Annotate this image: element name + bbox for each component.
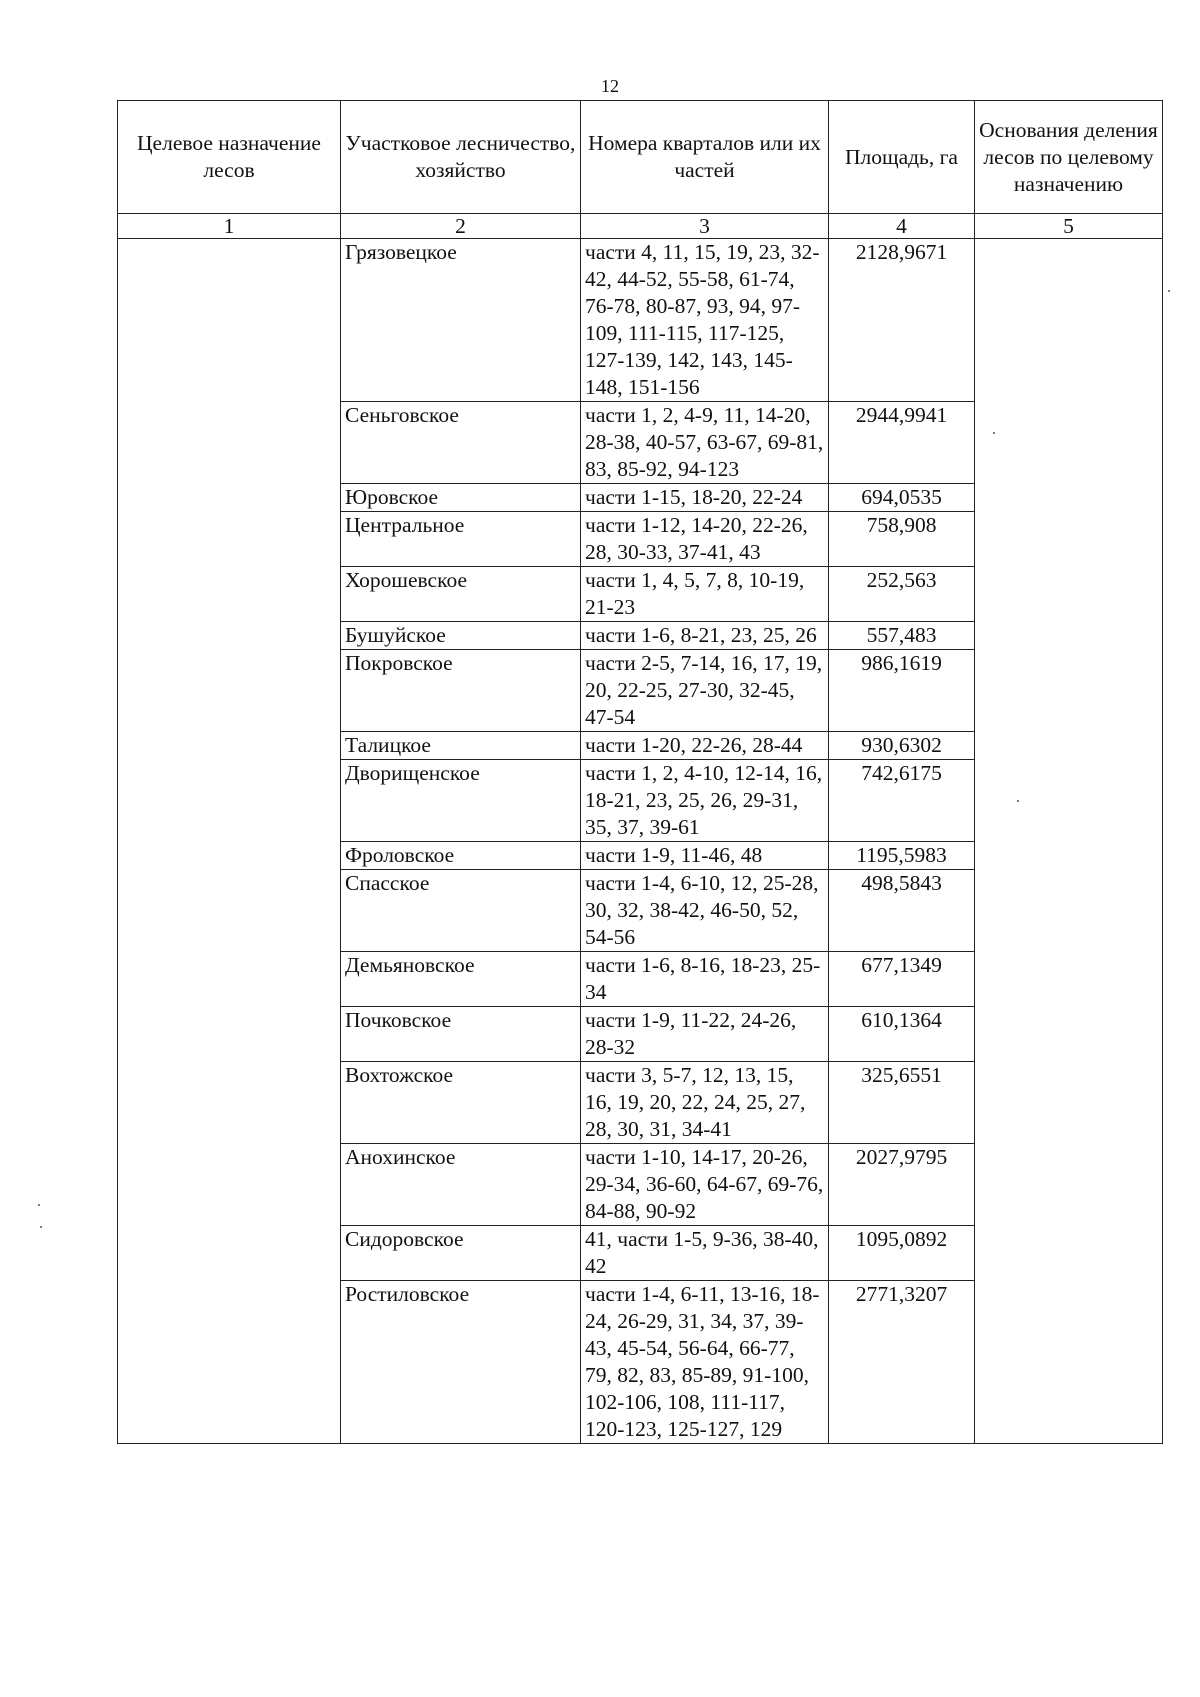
forestry-unit-cell: Почковское <box>341 1007 581 1062</box>
quarters-cell: части 2-5, 7-14, 16, 17, 19, 20, 22-25, 27-30, 32-45, 47-54 <box>581 650 829 732</box>
area-cell: 2128,9671 <box>829 239 975 402</box>
area-cell: 742,6175 <box>829 760 975 842</box>
column-number: 3 <box>581 214 829 239</box>
quarters-cell: части 1-12, 14-20, 22-26, 28, 30-33, 37-41, 43 <box>581 512 829 567</box>
scan-speck <box>1168 290 1170 292</box>
basis-cell <box>975 239 1163 1444</box>
area-cell: 557,483 <box>829 622 975 650</box>
forestry-unit-cell: Хорошевское <box>341 567 581 622</box>
area-cell: 986,1619 <box>829 650 975 732</box>
forest-purpose-table <box>117 100 1163 1444</box>
area-cell: 2027,9795 <box>829 1144 975 1226</box>
table-header-row <box>118 101 1163 214</box>
forestry-unit-cell: Юровское <box>341 484 581 512</box>
area-cell: 252,563 <box>829 567 975 622</box>
area-cell: 758,908 <box>829 512 975 567</box>
forestry-unit-cell: Вохтожское <box>341 1062 581 1144</box>
area-cell: 1095,0892 <box>829 1226 975 1281</box>
forestry-unit-cell: Спасское <box>341 870 581 952</box>
quarters-cell: части 1, 4, 5, 7, 8, 10-19, 21-23 <box>581 567 829 622</box>
header-basis: Основания деления лесов по целевому назначению <box>975 101 1163 214</box>
forestry-unit-cell: Демьяновское <box>341 952 581 1007</box>
area-cell: 694,0535 <box>829 484 975 512</box>
scan-speck <box>993 432 995 434</box>
forestry-unit-cell: Фроловское <box>341 842 581 870</box>
scan-speck <box>38 1204 40 1206</box>
quarters-cell: части 1-4, 6-11, 13-16, 18-24, 26-29, 31, 34, 37, 39-43, 45-54, 56-64, 66-77, 79, 82, 83, 85-89, 91-100, 102-106, 108, 111-117, 120-123, 125-127, 129 <box>581 1281 829 1444</box>
forestry-unit-cell: Сеньговское <box>341 402 581 484</box>
purpose-cell <box>118 239 341 1444</box>
forestry-unit-cell: Сидоровское <box>341 1226 581 1281</box>
forestry-unit-cell: Талицкое <box>341 732 581 760</box>
quarters-cell: части 1-9, 11-22, 24-26, 28-32 <box>581 1007 829 1062</box>
quarters-cell: части 1-15, 18-20, 22-24 <box>581 484 829 512</box>
area-cell: 610,1364 <box>829 1007 975 1062</box>
area-cell: 677,1349 <box>829 952 975 1007</box>
column-number: 2 <box>341 214 581 239</box>
forestry-unit-cell: Центральное <box>341 512 581 567</box>
quarters-cell: части 1, 2, 4-10, 12-14, 16, 18-21, 23, 25, 26, 29-31, 35, 37, 39-61 <box>581 760 829 842</box>
header-forestry-unit: Участковое лесничество, хозяйство <box>341 101 581 214</box>
table-body <box>118 239 1163 1444</box>
scan-speck <box>40 1226 42 1228</box>
page-number: 12 <box>601 76 619 96</box>
table-row <box>118 239 1163 402</box>
column-number: 1 <box>118 214 341 239</box>
forestry-unit-cell: Бушуйское <box>341 622 581 650</box>
quarters-cell: части 1-6, 8-21, 23, 25, 26 <box>581 622 829 650</box>
quarters-cell: части 3, 5-7, 12, 13, 15, 16, 19, 20, 22, 24, 25, 27, 28, 30, 31, 34-41 <box>581 1062 829 1144</box>
quarters-cell: части 1-20, 22-26, 28-44 <box>581 732 829 760</box>
quarters-cell: части 4, 11, 15, 19, 23, 32-42, 44-52, 55-58, 61-74, 76-78, 80-87, 93, 94, 97-109, 111-115, 117-125, 127-139, 142, 143, 145-148, 151-156 <box>581 239 829 402</box>
header-purpose: Целевое назначение лесов <box>118 101 341 214</box>
forestry-unit-cell: Покровское <box>341 650 581 732</box>
quarters-cell: части 1-6, 8-16, 18-23, 25-34 <box>581 952 829 1007</box>
area-cell: 1195,5983 <box>829 842 975 870</box>
area-cell: 498,5843 <box>829 870 975 952</box>
quarters-cell: части 1-4, 6-10, 12, 25-28, 30, 32, 38-42, 46-50, 52, 54-56 <box>581 870 829 952</box>
area-cell: 2771,3207 <box>829 1281 975 1444</box>
column-number-row <box>118 214 1163 239</box>
quarters-cell: 41, части 1-5, 9-36, 38-40, 42 <box>581 1226 829 1281</box>
forestry-unit-cell: Дворищенское <box>341 760 581 842</box>
forestry-unit-cell: Грязовецкое <box>341 239 581 402</box>
column-number: 5 <box>975 214 1163 239</box>
area-cell: 325,6551 <box>829 1062 975 1144</box>
area-cell: 2944,9941 <box>829 402 975 484</box>
area-cell: 930,6302 <box>829 732 975 760</box>
forestry-unit-cell: Анохинское <box>341 1144 581 1226</box>
quarters-cell: части 1, 2, 4-9, 11, 14-20, 28-38, 40-57, 63-67, 69-81, 83, 85-92, 94-123 <box>581 402 829 484</box>
header-quarters: Номера кварталов или их частей <box>581 101 829 214</box>
quarters-cell: части 1-9, 11-46, 48 <box>581 842 829 870</box>
quarters-cell: части 1-10, 14-17, 20-26, 29-34, 36-60, 64-67, 69-76, 84-88, 90-92 <box>581 1144 829 1226</box>
header-area: Площадь, га <box>829 101 975 214</box>
scan-speck <box>1017 800 1019 802</box>
column-number: 4 <box>829 214 975 239</box>
forestry-unit-cell: Ростиловское <box>341 1281 581 1444</box>
